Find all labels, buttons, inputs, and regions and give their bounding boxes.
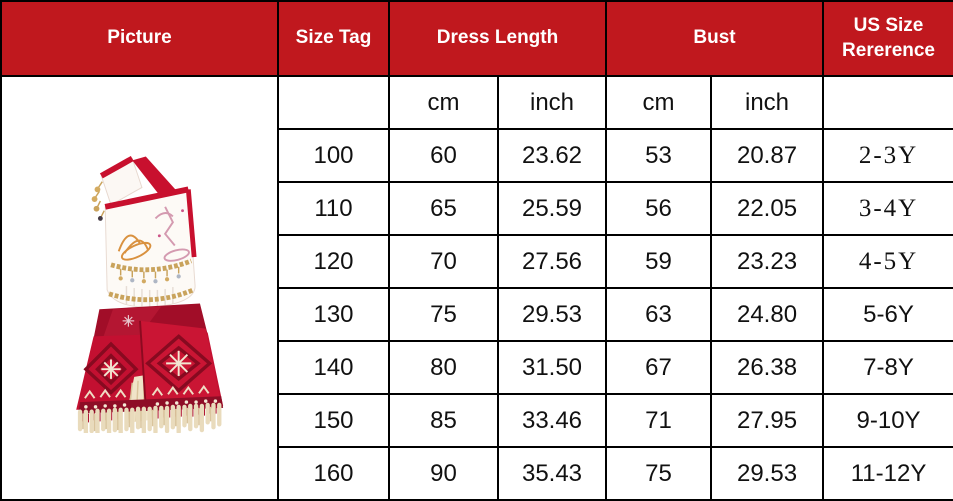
dress-length-inch-cell: 25.59 [498,182,606,235]
us-size-cell: 5-6Y [823,288,953,341]
bust-cm-cell: 67 [606,341,711,394]
bust-cm-cell: 71 [606,394,711,447]
size-tag-cell: 160 [278,447,389,500]
header-dress-length: Dress Length [389,1,606,76]
size-tag-cell: 150 [278,394,389,447]
us-size-cell: 3-4Y [823,182,953,235]
size-tag-cell: 140 [278,341,389,394]
dress-length-cm-cell: 65 [389,182,498,235]
header-size-tag: Size Tag [278,1,389,76]
size-tag-cell: 130 [278,288,389,341]
units-row [1,76,953,129]
picture-cell [1,76,278,500]
us-size-cell: 7-8Y [823,341,953,394]
bust-inch-cell: 20.87 [711,129,823,182]
us-size-cell: 4-5Y [823,235,953,288]
bust-cm-cell: 59 [606,235,711,288]
dress-length-cm-cell: 90 [389,447,498,500]
unit-bust-inch: inch [711,76,823,129]
dress-length-cm-cell: 85 [389,394,498,447]
us-size-cell: 2-3Y [823,129,953,182]
header-picture: Picture [1,1,278,76]
header-row [1,1,953,76]
size-tag-cell: 120 [278,235,389,288]
dress-length-inch-cell: 35.43 [498,447,606,500]
dress-image [43,143,237,433]
header-us-size: US Size Rererence [823,1,953,76]
bust-cm-cell: 53 [606,129,711,182]
bust-inch-cell: 22.05 [711,182,823,235]
bust-cm-cell: 75 [606,447,711,500]
bust-inch-cell: 27.95 [711,394,823,447]
size-tag-cell: 110 [278,182,389,235]
header-bust: Bust [606,1,823,76]
dress-length-inch-cell: 33.46 [498,394,606,447]
dress-length-cm-cell: 75 [389,288,498,341]
us-size-cell: 11-12Y [823,447,953,500]
bust-cm-cell: 63 [606,288,711,341]
dress-length-inch-cell: 27.56 [498,235,606,288]
unit-dress-cm: cm [389,76,498,129]
unit-empty-size-tag [278,76,389,129]
dress-length-cm-cell: 80 [389,341,498,394]
dress-length-inch-cell: 23.62 [498,129,606,182]
unit-dress-inch: inch [498,76,606,129]
dress-length-cm-cell: 60 [389,129,498,182]
unit-empty-us-size [823,76,953,129]
size-tag-cell: 100 [278,129,389,182]
bust-inch-cell: 26.38 [711,341,823,394]
bust-cm-cell: 56 [606,182,711,235]
bust-inch-cell: 23.23 [711,235,823,288]
bust-inch-cell: 29.53 [711,447,823,500]
us-size-cell: 9-10Y [823,394,953,447]
bust-inch-cell: 24.80 [711,288,823,341]
dress-length-inch-cell: 29.53 [498,288,606,341]
table-body [1,76,953,500]
dress-length-inch-cell: 31.50 [498,341,606,394]
dress-length-cm-cell: 70 [389,235,498,288]
unit-bust-cm: cm [606,76,711,129]
